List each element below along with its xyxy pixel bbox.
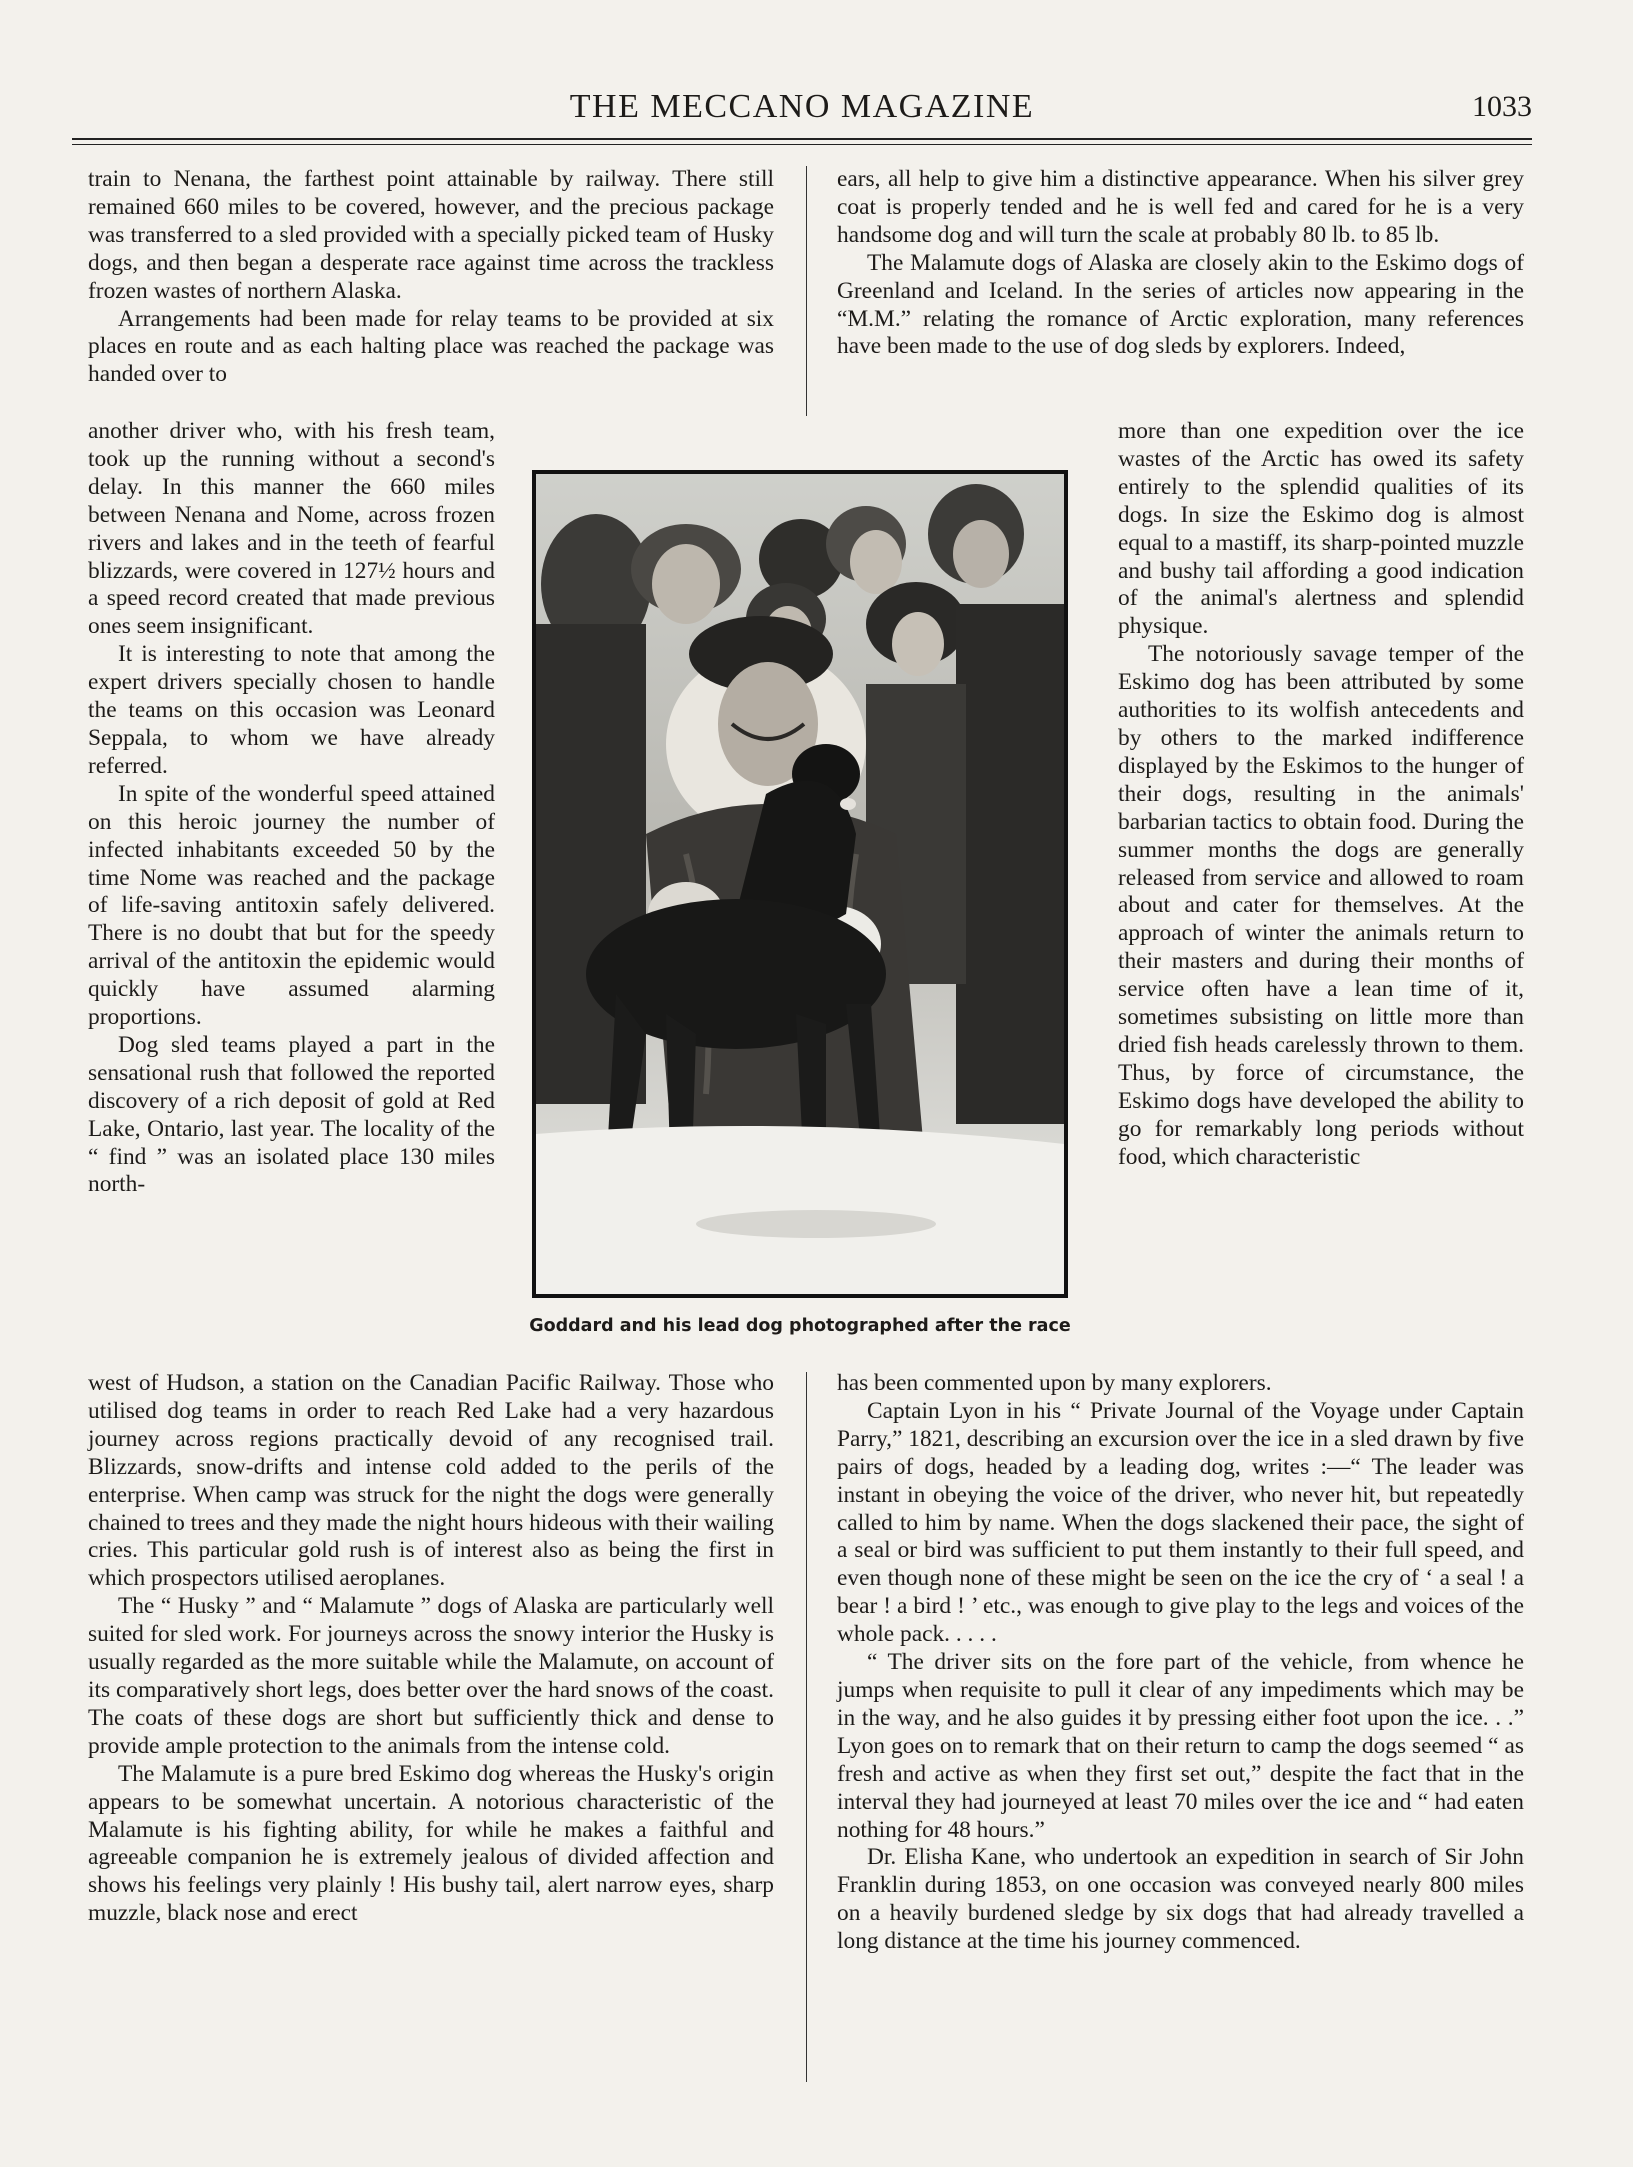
column1-narrow <box>88 418 495 1199</box>
paragraph: ears, all help to give him a distinctive appearance. When his silver grey coat is properly tended and he is well fed and cared for he is a very handsome dog and will turn the scale at probably 80 lb. to 85 lb. <box>837 166 1524 248</box>
column-divider-bottom <box>806 1372 807 2082</box>
paragraph: train to Nenana, the farthest point attainable by railway. There still remained 660 miles to be covered, however, and the precious package was transferred to a sled provided with a specially picked team of Husky dogs, and then began a desperate race against time across the trackless frozen wastes of northern Alaska. <box>88 166 774 304</box>
page-number: 1033 <box>1472 90 1532 123</box>
column2-bottom <box>837 1370 1524 1956</box>
paragraph: another driver who, with his fresh team, took up the running without a second's delay. In this manner the 660 miles between Nenana and Nome, across frozen rivers and lakes and in the teeth of fearful blizzards, were covered in 127½ hours and a speed record created that made previous ones seem insignificant. <box>88 418 495 640</box>
paragraph: Captain Lyon in his “ Private Journal of the Voyage under Captain Parry,” 1821, describing an excursion over the ice in a sled drawn by five pairs of dogs, headed by a leading dog, writes :—“ The leader was instant in obeying the voice of the driver, who never hit, but repeatedly called to him by name. When the dogs slackened their pace, the sight of a seal or bird was sufficient to put them instantly to their full speed, and even though none of these might be seen on the ice the cry of ‘ a seal ! a bear ! a bird ! ’ etc., was enough to give play to the legs and voices of the whole pack. . . . . <box>837 1397 1524 1648</box>
paragraph: It is interesting to note that among the expert drivers specially chosen to handle the teams on this occasion was Leonard Seppala, to whom we have already referred. <box>88 641 495 779</box>
page-header <box>72 88 1532 134</box>
paragraph: Dr. Elisha Kane, who undertook an expedition in search of Sir John Franklin during 1853, on one occasion was conveyed nearly 800 miles on a heavily burdened sledge by six dogs that had already travelled a long distance at the time his journey commenced. <box>837 1844 1524 1955</box>
paragraph: more than one expedition over the ice wastes of the Arctic has owed its safety entirely to the splendid qualities of its dogs. In size the Eskimo dog is almost equal to a mastiff, its sharp-pointed muzzle and bushy tail affording a good indication of the animal's alertness and splendid physique. <box>1118 418 1524 640</box>
paragraph: Dog sled teams played a part in the sensational rush that followed the reported discovery of a rich deposit of gold at Red Lake, Ontario, last year. The locality of the “ find ” was an isolated place 130 miles north- <box>88 1031 495 1198</box>
paragraph: west of Hudson, a station on the Canadian Pacific Railway. Those who utilised dog teams in order to reach Red Lake had a very hazardous journey across regions practically devoid of any recognised trail. Blizzards, snow-drifts and intense cold added to the perils of the enterprise. When camp was struck for the night the dogs were generally chained to trees and they made the night hours hideous with their wailing cries. This particular gold rush is of interest also as being the first in which prospectors utilised aeroplanes. <box>88 1370 774 1592</box>
header-rule-thin <box>72 144 1532 145</box>
column2-top <box>837 166 1524 361</box>
paragraph: The notoriously savage temper of the Eskimo dog has been attributed by some authorities to its wolfish antecedents and by others to the marked indifference displayed by the Eskimos to the hunger of their dogs, resulting in the animals' barbarian tactics to obtain food. During the summer months the dogs are generally released from service and allowed to roam about and cater for themselves. At the approach of winter the animals return to their masters and during their months of service often have a lean time of it, sometimes subsisting on little more than dried fish heads carelessly thrown to them. Thus, by force of circumstance, the Eskimo dogs have developed the ability to go for remarkably long periods without food, which characteristic <box>1118 641 1524 1170</box>
photo-caption: Goddard and his lead dog photographed after the race <box>529 1316 1071 1336</box>
paragraph: “ The driver sits on the fore part of the vehicle, from whence he jumps when requisite to pull it clear of any impediments which may be in the way, and he also guides it by pressing either foot upon the ice. . .” Lyon goes on to remark that on their return to camp the dogs seemed “ as fresh and active as when they first set out,” despite the fact that in the interval they had journeyed at least 70 miles over the ice and “ had eaten nothing for 48 hours.” <box>837 1649 1524 1843</box>
photo-goddard-lead-dog <box>532 470 1068 1298</box>
column1-top <box>88 166 774 389</box>
magazine-title: THE MECCANO MAGAZINE <box>569 88 1035 125</box>
column1-bottom <box>88 1370 774 1928</box>
column2-narrow <box>1118 418 1524 1171</box>
header-rule <box>72 138 1532 140</box>
column-divider-top <box>806 166 807 416</box>
paragraph: The “ Husky ” and “ Malamute ” dogs of Alaska are particularly well suited for sled work. For journeys across the snowy interior the Husky is usually regarded as the more suitable while the Malamute, on account of its comparatively short legs, does better over the hard snows of the coast. The coats of these dogs are short but sufficiently thick and dense to provide ample protection to the animals from the intense cold. <box>88 1593 774 1759</box>
paragraph: The Malamute is a pure bred Eskimo dog whereas the Husky's origin appears to be somewhat uncertain. A notorious characteristic of the Malamute is his fighting ability, for while he makes a faithful and agreeable companion he is extremely jealous of divided affection and shows his feelings very plainly ! His bushy tail, alert narrow eyes, sharp muzzle, black nose and erect <box>88 1760 774 1927</box>
paragraph: has been commented upon by many explorers. <box>837 1370 1272 1396</box>
paragraph: The Malamute dogs of Alaska are closely akin to the Eskimo dogs of Greenland and Iceland. In the series of articles now appearing in the “M.M.” relating the romance of Arctic exploration, many references have been made to the use of dog sleds by explorers. Indeed, <box>837 249 1524 360</box>
paragraph: In spite of the wonderful speed attained on this heroic journey the number of infected inhabitants exceeded 50 by the time Nome was reached and the package of life-saving antitoxin safely delivered. There is no doubt that but for the speedy arrival of the antitoxin the epidemic would quickly have assumed alarming proportions. <box>88 780 495 1031</box>
paragraph: Arrangements had been made for relay teams to be provided at six places en route and as each halting place was reached the package was handed over to <box>88 305 774 388</box>
